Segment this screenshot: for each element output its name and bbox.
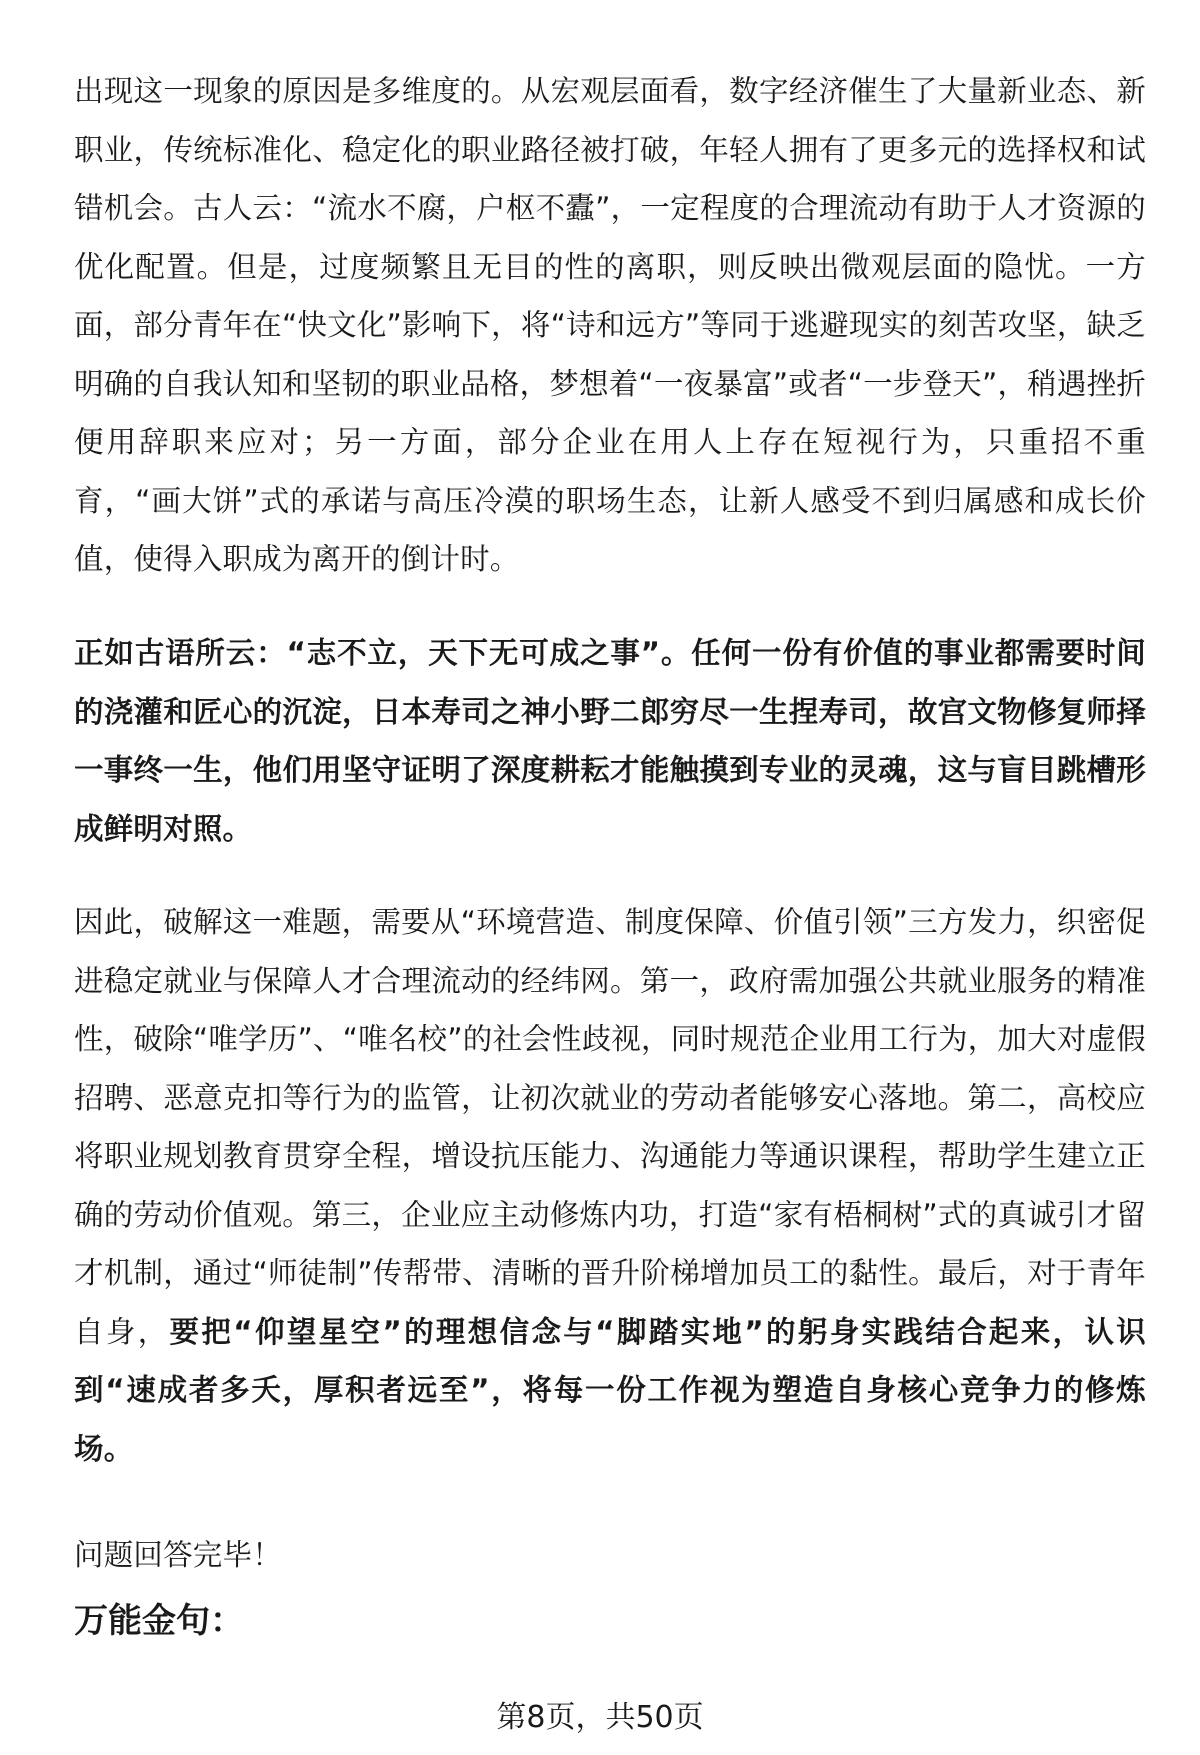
paragraph-3-bold-text: 要把“仰望星空”的理想信念与“脚踏实地”的躬身实践结合起来，认识到“速成者多夭，厚积者远至”，将每一份工作视为塑造自身核心竞争力的修炼场。 [74, 1314, 1147, 1466]
section-heading: 万能金句： [74, 1601, 244, 1641]
page-number: 第8页，共50页 [496, 1700, 704, 1735]
paragraph-3-regular-text: 因此，破解这一难题，需要从“环境营造、制度保障、价值引领”三方发力，织密促进稳定就业与保障人才合理流动的经纬网。第一，政府需加强公共就业服务的精准性，破除“唯学历”、“唯名校”的社会性歧视，同时规范企业用工行为，加大对虚假招聘、恶意克扣等行为的监管，让初次就业的劳动者能够安心落地。第二，高校应将职业规划教育贯穿全程，增设抗压能力、沟通能力等通识课程，帮助学生建立正确的劳动价值观。第三，企业应主动修炼内功，打造“家有梧桐树”式的真诚引才留才机制，通过“师徒制”传帮带、清晰的晋升阶梯增加员工的黏性。最后，对于青年自身， [74, 905, 1146, 1349]
body-paragraph-3 [74, 893, 1146, 1478]
body-paragraph-2-bold: 正如古语所云：“志不立，天下无可成之事”。任何一份有价值的事业都需要时间的浇灌和匠心的沉淀，日本寿司之神小野二郎穷尽一生捏寿司，故宫文物修复师择一事终一生，他们用坚守证明了深度耕耘才能触摸到专业的灵魂，这与盲目跳槽形成鲜明对照。 [74, 636, 1146, 846]
body-paragraph-1: 出现这一现象的原因是多维度的。从宏观层面看，数字经济催生了大量新业态、新职业，传统标准化、稳定化的职业路径被打破，年轻人拥有了更多元的选择权和试错机会。古人云：“流水不腐，户枢不蠹”，一定程度的合理流动有助于人才资源的优化配置。但是，过度频繁且无目的性的离职，则反映出微观层面的隐忧。一方面，部分青年在“快文化”影响下，将“诗和远方”等同于逃避现实的刻苦攻坚，缺乏明确的自我认知和坚韧的职业品格，梦想着“一夜暴富”或者“一步登天”，稍遇挫折便用辞职来应对；另一方面，部分企业在用人上存在短视行为，只重招不重育，“画大饼”式的承诺与高压冷漠的职场生态，让新人感受不到归属感和成长价值，使得入职成为离开的倒计时。 [74, 74, 1146, 576]
closing-line: 问题回答完毕！ [74, 1538, 282, 1572]
